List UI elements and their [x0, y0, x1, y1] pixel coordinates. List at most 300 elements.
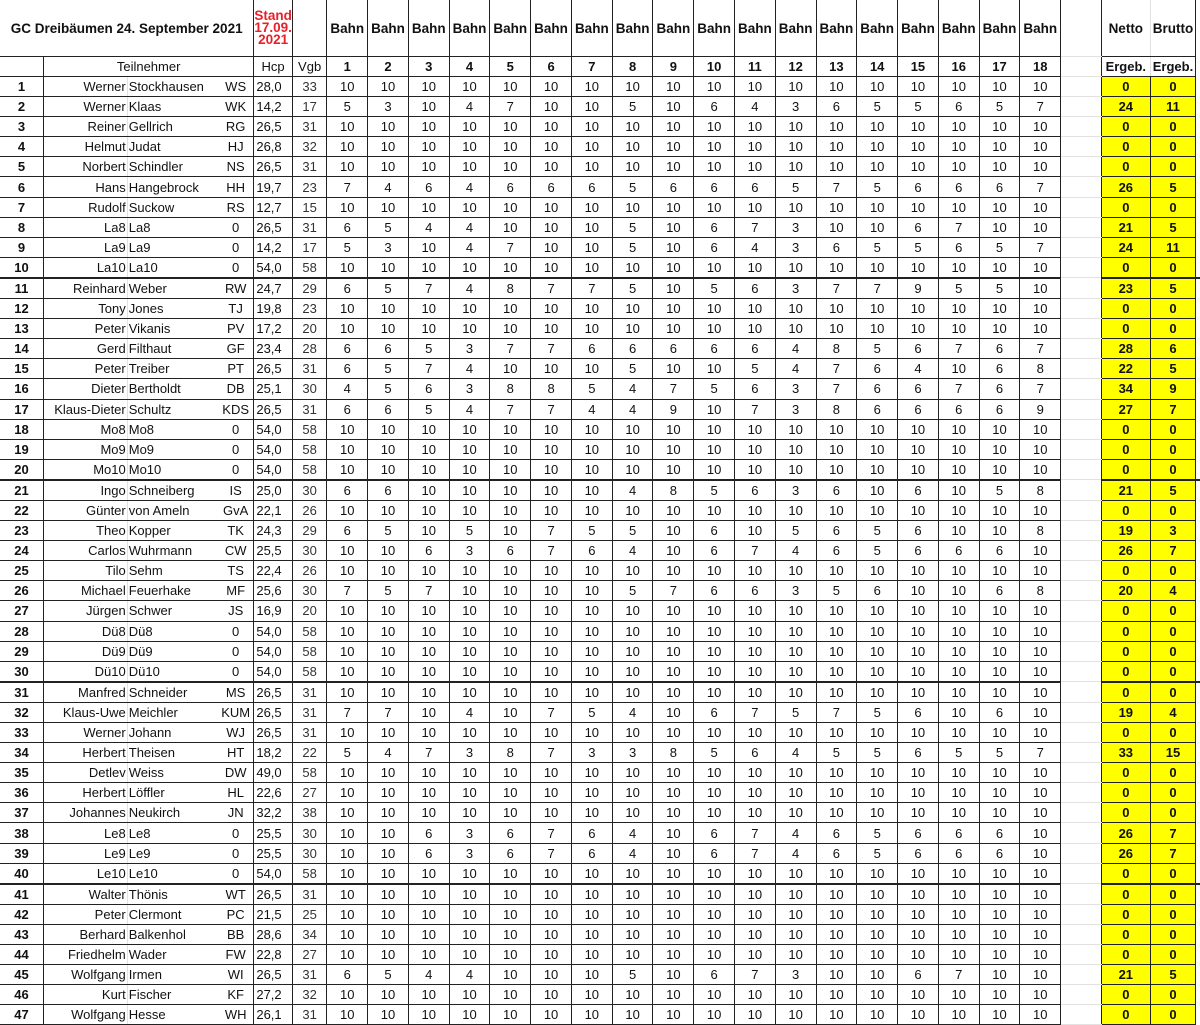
vorgabe: 31	[292, 117, 326, 137]
hole-score: 10	[898, 985, 939, 1005]
hole-score: 10	[408, 863, 449, 884]
brutto-result: 0	[1150, 257, 1196, 278]
hole-score: 6	[938, 399, 979, 419]
brutto-result: 0	[1150, 682, 1196, 703]
spacer-column	[1061, 399, 1102, 419]
first-name: Peter	[43, 319, 127, 339]
hole-score: 10	[938, 621, 979, 641]
netto-result: 0	[1102, 1005, 1151, 1025]
hole-score: 10	[612, 117, 653, 137]
hole-score: 10	[694, 682, 735, 703]
edge	[1196, 278, 1200, 299]
rank-number: 25	[0, 561, 43, 581]
hole-score: 4	[408, 217, 449, 237]
netto-result: 0	[1102, 561, 1151, 581]
hole-score: 4	[775, 359, 816, 379]
stand-date: Stand 17.09. 2021	[254, 0, 293, 57]
rank-number: 30	[0, 661, 43, 682]
hole-score: 10	[938, 863, 979, 884]
handicap: 22,6	[254, 783, 293, 803]
vorgabe: 32	[292, 137, 326, 157]
hole-score: 10	[735, 257, 776, 278]
hole-score: 10	[694, 783, 735, 803]
last-name: Johann	[127, 723, 218, 743]
hole-score: 10	[571, 500, 612, 520]
spacer-column	[1061, 379, 1102, 399]
hole-score: 10	[571, 945, 612, 965]
hole-score: 10	[938, 945, 979, 965]
hole-score: 7	[1020, 743, 1061, 763]
hole-score: 10	[898, 77, 939, 97]
handicap: 22,4	[254, 561, 293, 581]
hole-score: 10	[816, 621, 857, 641]
hole-score: 10	[327, 77, 368, 97]
hole-score: 10	[531, 621, 572, 641]
hole-score: 10	[327, 823, 368, 843]
handicap: 25,5	[254, 823, 293, 843]
hole-score: 10	[327, 863, 368, 884]
spacer-column	[1061, 177, 1102, 197]
hole-score: 5	[612, 521, 653, 541]
hole-score: 7	[531, 702, 572, 722]
hole-score: 10	[775, 763, 816, 783]
initials: CW	[218, 541, 254, 561]
rank-number: 1	[0, 77, 43, 97]
hole-score: 10	[612, 783, 653, 803]
hole-score: 10	[612, 157, 653, 177]
hole-score: 10	[531, 419, 572, 439]
last-name: Weiss	[127, 763, 218, 783]
hole-score: 10	[531, 965, 572, 985]
hole-score: 8	[531, 379, 572, 399]
brutto-result: 0	[1150, 319, 1196, 339]
hole-score: 10	[531, 157, 572, 177]
spacer-column	[1061, 723, 1102, 743]
netto-result: 23	[1102, 278, 1151, 299]
vorgabe: 31	[292, 217, 326, 237]
spacer-column	[1061, 561, 1102, 581]
hole-score: 4	[612, 399, 653, 419]
hole-score: 10	[898, 763, 939, 783]
rank-number: 26	[0, 581, 43, 601]
hole-score: 10	[979, 459, 1020, 480]
hole-score: 6	[979, 359, 1020, 379]
initials: GF	[218, 339, 254, 359]
brutto-result: 0	[1150, 561, 1196, 581]
hole-score: 10	[735, 924, 776, 944]
hole-score: 6	[694, 521, 735, 541]
last-name: von Ameln	[127, 500, 218, 520]
spacer-column	[1061, 541, 1102, 561]
hole-score: 10	[898, 945, 939, 965]
hole-score: 6	[531, 177, 572, 197]
hole-score: 10	[1020, 257, 1061, 278]
hole-score: 4	[612, 480, 653, 501]
hole-score: 10	[368, 601, 409, 621]
hole-score: 10	[898, 863, 939, 884]
hole-score: 7	[735, 541, 776, 561]
spacer-column	[1061, 319, 1102, 339]
hole-score: 4	[775, 339, 816, 359]
hole-score: 10	[694, 863, 735, 884]
spacer-column	[1061, 1005, 1102, 1025]
hole-score: 5	[694, 480, 735, 501]
hole-score: 8	[816, 399, 857, 419]
hole-score: 6	[327, 521, 368, 541]
rank-number: 7	[0, 197, 43, 217]
hole-score: 10	[449, 904, 490, 924]
last-name: Wuhrmann	[127, 541, 218, 561]
table-row	[0, 783, 1200, 803]
hole-score: 5	[979, 480, 1020, 501]
table-row	[0, 77, 1200, 97]
netto-result: 0	[1102, 117, 1151, 137]
hole-score: 10	[612, 904, 653, 924]
vorgabe: 31	[292, 965, 326, 985]
spacer-column	[1061, 621, 1102, 641]
hole-score: 10	[938, 359, 979, 379]
hole-score: 3	[449, 339, 490, 359]
edge	[1196, 339, 1200, 359]
hole-score: 10	[490, 924, 531, 944]
hole-score: 10	[612, 682, 653, 703]
vorgabe: 33	[292, 77, 326, 97]
rank-number: 35	[0, 763, 43, 783]
hole-score: 10	[327, 561, 368, 581]
hole-score: 10	[775, 601, 816, 621]
hole-score: 10	[327, 682, 368, 703]
table-row	[0, 945, 1200, 965]
hole-score: 10	[857, 1005, 898, 1025]
hole-score: 7	[816, 278, 857, 299]
hole-number: 6	[531, 57, 572, 77]
handicap: 19,7	[254, 177, 293, 197]
brutto-header: Brutto	[1150, 0, 1196, 57]
hole-score: 10	[735, 439, 776, 459]
initials: HH	[218, 177, 254, 197]
hole-score: 5	[612, 217, 653, 237]
hole-score: 10	[775, 863, 816, 884]
hole-score: 7	[408, 743, 449, 763]
hole-score: 10	[938, 197, 979, 217]
hole-score: 10	[857, 863, 898, 884]
first-name: Klaus-Dieter	[43, 399, 127, 419]
hole-score: 6	[938, 823, 979, 843]
hole-score: 10	[408, 661, 449, 682]
hole-score: 10	[490, 863, 531, 884]
last-name: Le10	[127, 863, 218, 884]
hole-score: 10	[612, 439, 653, 459]
vorgabe: 31	[292, 884, 326, 905]
hole-score: 10	[938, 924, 979, 944]
hole-score: 10	[449, 945, 490, 965]
hole-score: 9	[898, 278, 939, 299]
hole-score: 10	[775, 621, 816, 641]
hole-score: 10	[898, 904, 939, 924]
hole-score: 7	[938, 965, 979, 985]
hole-score: 5	[857, 702, 898, 722]
hole-score: 10	[408, 480, 449, 501]
netto-result: 0	[1102, 601, 1151, 621]
first-name: Tony	[43, 299, 127, 319]
hole-score: 10	[327, 803, 368, 823]
edge	[1196, 257, 1200, 278]
handicap: 26,1	[254, 1005, 293, 1025]
hole-score: 10	[694, 661, 735, 682]
table-row	[0, 521, 1200, 541]
hole-score: 6	[694, 177, 735, 197]
hole-score: 10	[571, 783, 612, 803]
netto-result: 27	[1102, 399, 1151, 419]
hole-score: 10	[490, 641, 531, 661]
hole-score: 4	[612, 702, 653, 722]
hole-score: 10	[694, 137, 735, 157]
hole-score: 10	[531, 601, 572, 621]
hole-score: 10	[449, 459, 490, 480]
hole-score: 10	[408, 257, 449, 278]
hole-score: 10	[816, 884, 857, 905]
handicap: 27,2	[254, 985, 293, 1005]
hole-score: 5	[979, 743, 1020, 763]
hole-score: 10	[857, 319, 898, 339]
brutto-result: 5	[1150, 480, 1196, 501]
hole-score: 9	[653, 399, 694, 419]
bahn-header: Bahn	[857, 0, 898, 57]
hole-score: 10	[408, 419, 449, 439]
hole-score: 10	[490, 419, 531, 439]
rank-number: 43	[0, 924, 43, 944]
hole-score: 6	[571, 823, 612, 843]
hole-score: 10	[694, 77, 735, 97]
table-row	[0, 217, 1200, 237]
hole-score: 10	[368, 823, 409, 843]
rank-number: 29	[0, 641, 43, 661]
initials: WJ	[218, 723, 254, 743]
hole-score: 10	[735, 682, 776, 703]
hole-score: 6	[694, 581, 735, 601]
hole-score: 10	[1020, 661, 1061, 682]
hole-score: 10	[735, 500, 776, 520]
hole-score: 10	[490, 77, 531, 97]
hole-score: 4	[735, 237, 776, 257]
first-name: Detlev	[43, 763, 127, 783]
handicap: 24,3	[254, 521, 293, 541]
hole-score: 10	[449, 157, 490, 177]
vorgabe: 29	[292, 521, 326, 541]
hole-score: 10	[531, 319, 572, 339]
hole-score: 10	[531, 117, 572, 137]
hole-score: 5	[408, 339, 449, 359]
hole-score: 10	[775, 641, 816, 661]
hole-score: 10	[571, 257, 612, 278]
hole-score: 10	[898, 137, 939, 157]
hole-score: 5	[408, 399, 449, 419]
spacer-column	[1061, 904, 1102, 924]
hole-score: 10	[979, 521, 1020, 541]
hole-score: 10	[938, 439, 979, 459]
hole-score: 3	[449, 379, 490, 399]
initials: MS	[218, 682, 254, 703]
hole-score: 5	[571, 702, 612, 722]
hole-score: 5	[857, 237, 898, 257]
vorgabe: 31	[292, 1005, 326, 1025]
hole-score: 10	[653, 723, 694, 743]
rank-number: 13	[0, 319, 43, 339]
hole-score: 10	[653, 319, 694, 339]
hole-score: 4	[612, 843, 653, 863]
spacer-column	[1061, 924, 1102, 944]
netto-result: 0	[1102, 884, 1151, 905]
table-row	[0, 743, 1200, 763]
hole-score: 10	[979, 419, 1020, 439]
hole-score: 10	[775, 682, 816, 703]
hole-score: 10	[1020, 985, 1061, 1005]
rank-number: 47	[0, 1005, 43, 1025]
hole-score: 10	[775, 319, 816, 339]
hole-score: 10	[979, 601, 1020, 621]
hole-score: 10	[735, 117, 776, 137]
hole-score: 10	[368, 621, 409, 641]
hole-score: 5	[368, 278, 409, 299]
hole-score: 6	[571, 541, 612, 561]
hole-score: 10	[1020, 641, 1061, 661]
hole-score: 10	[898, 439, 939, 459]
handicap: 22,1	[254, 500, 293, 520]
hole-number: 14	[857, 57, 898, 77]
hole-score: 10	[449, 1005, 490, 1025]
hole-score: 10	[449, 763, 490, 783]
first-name: La9	[43, 237, 127, 257]
last-name: La9	[127, 237, 218, 257]
hole-score: 10	[857, 884, 898, 905]
hole-score: 10	[653, 884, 694, 905]
hole-score: 10	[1020, 803, 1061, 823]
hole-score: 10	[531, 803, 572, 823]
hole-score: 10	[571, 459, 612, 480]
rank-number: 21	[0, 480, 43, 501]
hole-score: 10	[1020, 299, 1061, 319]
hole-score: 10	[490, 257, 531, 278]
handicap: 54,0	[254, 419, 293, 439]
handicap: 26,5	[254, 965, 293, 985]
spacer-column	[1061, 439, 1102, 459]
handicap: 26,5	[254, 359, 293, 379]
last-name: Jones	[127, 299, 218, 319]
hole-score: 5	[449, 521, 490, 541]
hole-score: 10	[735, 904, 776, 924]
hole-score: 10	[735, 197, 776, 217]
first-name: Dü8	[43, 621, 127, 641]
netto-result: 26	[1102, 823, 1151, 843]
hole-score: 10	[735, 299, 776, 319]
hole-score: 7	[1020, 97, 1061, 117]
hole-score: 10	[1020, 702, 1061, 722]
hole-score: 10	[490, 702, 531, 722]
hole-score: 10	[898, 197, 939, 217]
hole-score: 10	[531, 723, 572, 743]
bahn-header: Bahn	[653, 0, 694, 57]
bahn-header: Bahn	[735, 0, 776, 57]
first-name: Manfred	[43, 682, 127, 703]
hole-score: 6	[898, 480, 939, 501]
brutto-result: 5	[1150, 177, 1196, 197]
vorgabe: 26	[292, 561, 326, 581]
edge	[1196, 157, 1200, 177]
last-name: Le9	[127, 843, 218, 863]
hole-score: 10	[612, 319, 653, 339]
hole-score: 8	[1020, 521, 1061, 541]
edge	[1196, 843, 1200, 863]
hole-score: 10	[531, 682, 572, 703]
hole-score: 4	[368, 743, 409, 763]
vorgabe: 30	[292, 581, 326, 601]
hole-score: 10	[775, 117, 816, 137]
last-name: Thönis	[127, 884, 218, 905]
hole-score: 10	[571, 863, 612, 884]
edge	[1196, 884, 1200, 905]
vorgabe: 28	[292, 339, 326, 359]
hole-score: 10	[571, 480, 612, 501]
netto-result: 24	[1102, 237, 1151, 257]
hole-score: 10	[694, 621, 735, 641]
spacer-column	[1061, 783, 1102, 803]
hole-score: 10	[449, 803, 490, 823]
hole-score: 10	[327, 783, 368, 803]
hole-score: 10	[490, 945, 531, 965]
table-row	[0, 237, 1200, 257]
netto-result: 0	[1102, 682, 1151, 703]
hole-score: 10	[612, 661, 653, 682]
hole-score: 10	[612, 561, 653, 581]
initials: MF	[218, 581, 254, 601]
initials: KF	[218, 985, 254, 1005]
hole-score: 10	[531, 763, 572, 783]
hole-score: 7	[735, 965, 776, 985]
last-name: Schneiberg	[127, 480, 218, 501]
last-name: Bertholdt	[127, 379, 218, 399]
netto-result: 26	[1102, 541, 1151, 561]
handicap: 25,0	[254, 480, 293, 501]
hole-score: 10	[653, 237, 694, 257]
first-name: Werner	[43, 723, 127, 743]
table-row	[0, 257, 1200, 278]
edge	[1196, 439, 1200, 459]
hole-score: 7	[368, 702, 409, 722]
hole-score: 5	[327, 97, 368, 117]
hole-score: 10	[327, 843, 368, 863]
table-row	[0, 682, 1200, 703]
first-name: Herbert	[43, 743, 127, 763]
hole-score: 6	[490, 541, 531, 561]
hole-score: 10	[449, 137, 490, 157]
brutto-result: 7	[1150, 399, 1196, 419]
hole-score: 5	[898, 97, 939, 117]
hole-score: 7	[816, 702, 857, 722]
first-name: Klaus-Uwe	[43, 702, 127, 722]
hole-score: 10	[368, 299, 409, 319]
first-name: Mo8	[43, 419, 127, 439]
first-name: Werner	[43, 97, 127, 117]
table-row	[0, 661, 1200, 682]
spacer-column	[1061, 521, 1102, 541]
hole-score: 10	[653, 500, 694, 520]
vorgabe: 25	[292, 904, 326, 924]
vorgabe: 31	[292, 702, 326, 722]
spacer-column	[1061, 945, 1102, 965]
hole-score: 10	[857, 924, 898, 944]
hole-score: 10	[735, 157, 776, 177]
hole-score: 10	[653, 621, 694, 641]
